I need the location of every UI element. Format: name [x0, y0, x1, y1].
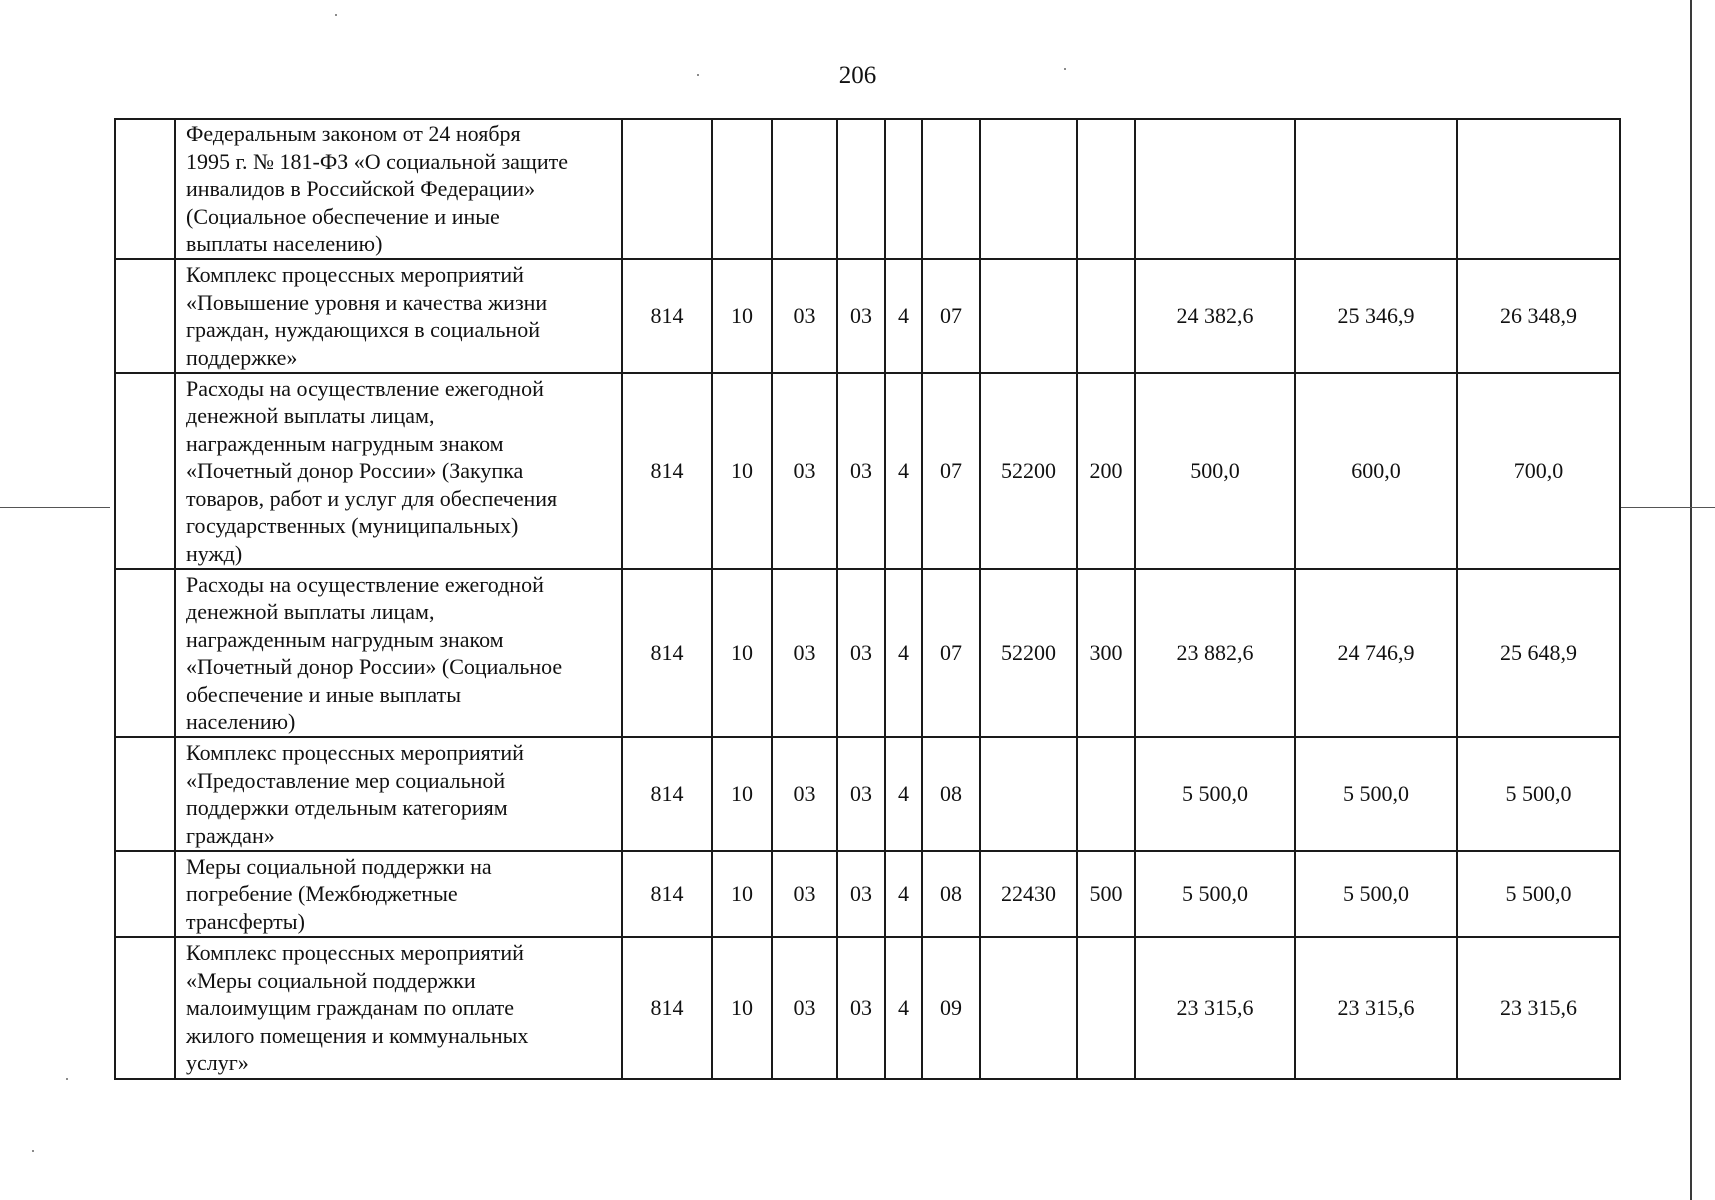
code-expense-type: [1077, 119, 1135, 259]
sum-year-1: 23 315,6: [1135, 937, 1295, 1079]
fold-mark-right: [1620, 507, 1715, 508]
item-name: Расходы на осуществление ежегодной денежной выплаты лицам, награжденным нагрудным знаком «Почетный донор России» (Социальное обеспечение и иные выплаты населению): [175, 569, 622, 737]
code-program: 03: [837, 937, 885, 1079]
sum-year-3: 5 500,0: [1457, 737, 1620, 851]
code-expense-type: 200: [1077, 373, 1135, 569]
table-row: [115, 569, 1620, 737]
code-program: 03: [837, 737, 885, 851]
sum-year-2: 5 500,0: [1295, 851, 1457, 937]
code-type: [885, 119, 922, 259]
code-type: 4: [885, 569, 922, 737]
code-ministry: 814: [622, 373, 712, 569]
item-name: Меры социальной поддержки на погребение (Межбюджетные трансферты): [175, 851, 622, 937]
row-number-cell: [115, 259, 175, 373]
code-section: 10: [712, 259, 772, 373]
code-subsection: 03: [772, 851, 837, 937]
sum-year-2: 600,0: [1295, 373, 1457, 569]
sum-year-3: 23 315,6: [1457, 937, 1620, 1079]
code-complex: 08: [922, 851, 980, 937]
code-subsection: 03: [772, 259, 837, 373]
budget-table: [114, 118, 1621, 1080]
code-type: 4: [885, 259, 922, 373]
code-program: [837, 119, 885, 259]
code-program: 03: [837, 259, 885, 373]
table-row: [115, 851, 1620, 937]
code-direction: [980, 937, 1077, 1079]
sum-year-1: 23 882,6: [1135, 569, 1295, 737]
page-number: 206: [838, 62, 877, 89]
table-row: [115, 259, 1620, 373]
sum-year-2: 23 315,6: [1295, 937, 1457, 1079]
sum-year-3: 25 648,9: [1457, 569, 1620, 737]
sum-year-1: 500,0: [1135, 373, 1295, 569]
table-row: [115, 737, 1620, 851]
sum-year-1: 24 382,6: [1135, 259, 1295, 373]
row-number-cell: [115, 937, 175, 1079]
code-expense-type: [1077, 937, 1135, 1079]
code-ministry: 814: [622, 569, 712, 737]
code-complex: 09: [922, 937, 980, 1079]
sum-year-1: [1135, 119, 1295, 259]
code-subsection: [772, 119, 837, 259]
sum-year-3: [1457, 119, 1620, 259]
code-section: [712, 119, 772, 259]
code-section: 10: [712, 851, 772, 937]
code-program: 03: [837, 851, 885, 937]
table-row: [115, 373, 1620, 569]
code-subsection: 03: [772, 569, 837, 737]
code-subsection: 03: [772, 373, 837, 569]
code-complex: 08: [922, 737, 980, 851]
sum-year-1: 5 500,0: [1135, 851, 1295, 937]
code-direction: [980, 119, 1077, 259]
code-ministry: 814: [622, 737, 712, 851]
row-number-cell: [115, 851, 175, 937]
scan-speck: [66, 1078, 68, 1080]
table-row: [115, 937, 1620, 1079]
item-name: Федеральным законом от 24 ноября 1995 г. № 181-ФЗ «О социальной защите инвалидов в Российской Федерации» (Социальное обеспечение и иные выплаты населению): [175, 119, 622, 259]
sum-year-2: 25 346,9: [1295, 259, 1457, 373]
item-name: Комплекс процессных мероприятий «Предоставление мер социальной поддержки отдельным категориям граждан»: [175, 737, 622, 851]
sum-year-3: 5 500,0: [1457, 851, 1620, 937]
code-expense-type: 300: [1077, 569, 1135, 737]
code-ministry: 814: [622, 851, 712, 937]
code-section: 10: [712, 373, 772, 569]
sum-year-3: 700,0: [1457, 373, 1620, 569]
code-ministry: [622, 119, 712, 259]
code-section: 10: [712, 737, 772, 851]
code-complex: [922, 119, 980, 259]
item-name: Расходы на осуществление ежегодной денежной выплаты лицам, награжденным нагрудным знаком «Почетный донор России» (Закупка товаров, работ и услуг для обеспечения государственных (муниципальных) нужд): [175, 373, 622, 569]
code-complex: 07: [922, 569, 980, 737]
row-number-cell: [115, 119, 175, 259]
code-ministry: 814: [622, 259, 712, 373]
code-direction: 52200: [980, 373, 1077, 569]
code-type: 4: [885, 373, 922, 569]
code-expense-type: [1077, 737, 1135, 851]
scan-speck: [697, 74, 699, 76]
code-program: 03: [837, 569, 885, 737]
item-name: Комплекс процессных мероприятий «Меры социальной поддержки малоимущим гражданам по оплате жилого помещения и коммунальных услуг»: [175, 937, 622, 1079]
scan-edge-line: [1690, 0, 1692, 1200]
code-direction: [980, 259, 1077, 373]
sum-year-3: 26 348,9: [1457, 259, 1620, 373]
row-number-cell: [115, 737, 175, 851]
sum-year-2: [1295, 119, 1457, 259]
code-complex: 07: [922, 373, 980, 569]
code-section: 10: [712, 937, 772, 1079]
row-number-cell: [115, 569, 175, 737]
code-ministry: 814: [622, 937, 712, 1079]
code-subsection: 03: [772, 937, 837, 1079]
scan-speck: [32, 1150, 34, 1152]
code-section: 10: [712, 569, 772, 737]
code-expense-type: 500: [1077, 851, 1135, 937]
fold-mark-left: [0, 507, 110, 508]
sum-year-2: 5 500,0: [1295, 737, 1457, 851]
code-type: 4: [885, 937, 922, 1079]
code-direction: 22430: [980, 851, 1077, 937]
code-type: 4: [885, 851, 922, 937]
code-expense-type: [1077, 259, 1135, 373]
sum-year-1: 5 500,0: [1135, 737, 1295, 851]
item-name: Комплекс процессных мероприятий «Повышение уровня и качества жизни граждан, нуждающихся в социальной поддержке»: [175, 259, 622, 373]
code-direction: 52200: [980, 569, 1077, 737]
table-row: [115, 119, 1620, 259]
code-type: 4: [885, 737, 922, 851]
code-subsection: 03: [772, 737, 837, 851]
code-program: 03: [837, 373, 885, 569]
sum-year-2: 24 746,9: [1295, 569, 1457, 737]
row-number-cell: [115, 373, 175, 569]
scan-speck: [335, 14, 337, 16]
code-complex: 07: [922, 259, 980, 373]
code-direction: [980, 737, 1077, 851]
scan-speck: [1064, 68, 1066, 70]
